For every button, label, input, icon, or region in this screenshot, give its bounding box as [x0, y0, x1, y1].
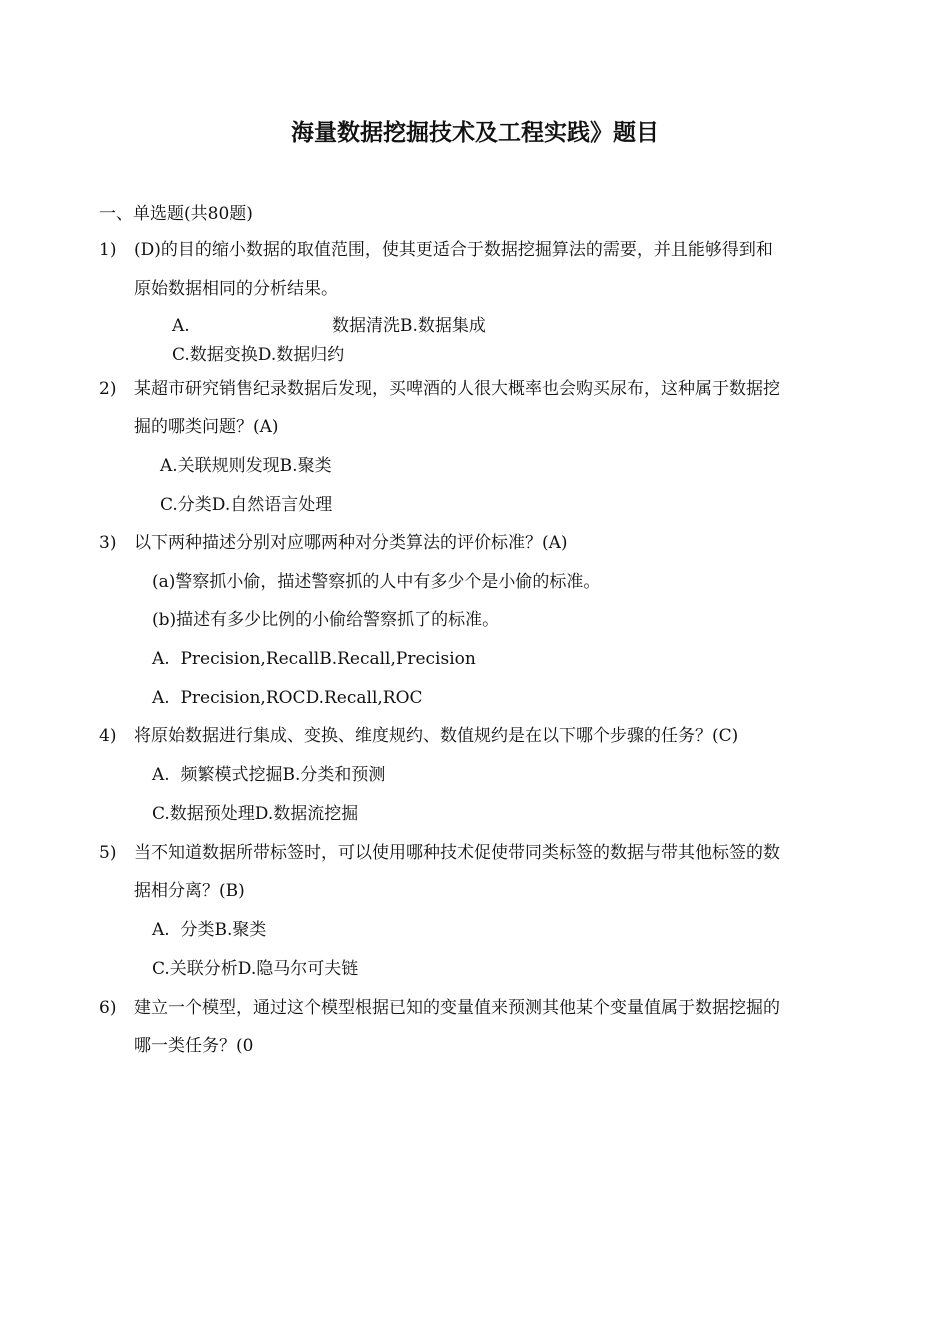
option-line: C.数据变换D.数据归约 [172, 345, 345, 365]
section-heading: 一、单选题(共80题) [99, 204, 253, 224]
option-label: A. [172, 316, 190, 336]
option-line: C.关联分析D.隐马尔可夫链 [152, 959, 359, 979]
question-number: 6) [99, 998, 117, 1018]
question-number: 5) [99, 843, 117, 863]
question-text-line: 哪一类任务？(0 [134, 1036, 254, 1056]
option-line: (a)警察抓小偷，描述警察抓的人中有多少个是小偷的标准。 [152, 572, 601, 592]
option-line: C.分类D.自然语言处理 [160, 495, 333, 515]
question-text-line: (D)的目的缩小数据的取值范围，使其更适合于数据挖掘算法的需要，并且能够得到和 [134, 240, 773, 260]
option-line: A. Precision,RecallB.Recall,Precision [152, 649, 476, 669]
question-text-line: 以下两种描述分别对应哪两种对分类算法的评价标准？(A) [134, 533, 568, 553]
question-text-line: 据相分离？(B) [134, 881, 245, 901]
option-line: A. Precision,ROCD.Recall,ROC [152, 688, 423, 708]
option-line: A. 频繁模式挖掘B.分类和预测 [152, 765, 386, 785]
option-line: (b)描述有多少比例的小偷给警察抓了的标准。 [152, 610, 500, 630]
question-number: 2) [99, 379, 117, 399]
question-text-line: 某超市研究销售纪录数据后发现，买啤酒的人很大概率也会购买尿布，这种属于数据挖 [134, 379, 780, 399]
question-text-line: 当不知道数据所带标签时，可以使用哪种技术促使带同类标签的数据与带其他标签的数 [134, 843, 780, 863]
question-text-line: 掘的哪类问题？(A) [134, 417, 279, 437]
option-line: A. 分类B.聚类 [152, 920, 267, 940]
question-text-line: 建立一个模型，通过这个模型根据已知的变量值来预测其他某个变量值属于数据挖掘的 [134, 998, 780, 1018]
option-line: A.关联规则发现B.聚类 [160, 456, 332, 476]
question-number: 1) [99, 240, 117, 260]
question-number: 4) [99, 726, 117, 746]
question-text-line: 原始数据相同的分析结果。 [134, 279, 338, 299]
option-line: 数据清洗B.数据集成 [332, 316, 486, 336]
page-title: 海量数据挖掘技术及工程实践》题目 [291, 120, 659, 146]
option-line: C.数据预处理D.数据流挖掘 [152, 804, 359, 824]
question-text-line: 将原始数据进行集成、变换、维度规约、数值规约是在以下哪个步骤的任务？(C) [134, 726, 739, 746]
question-number: 3) [99, 533, 117, 553]
